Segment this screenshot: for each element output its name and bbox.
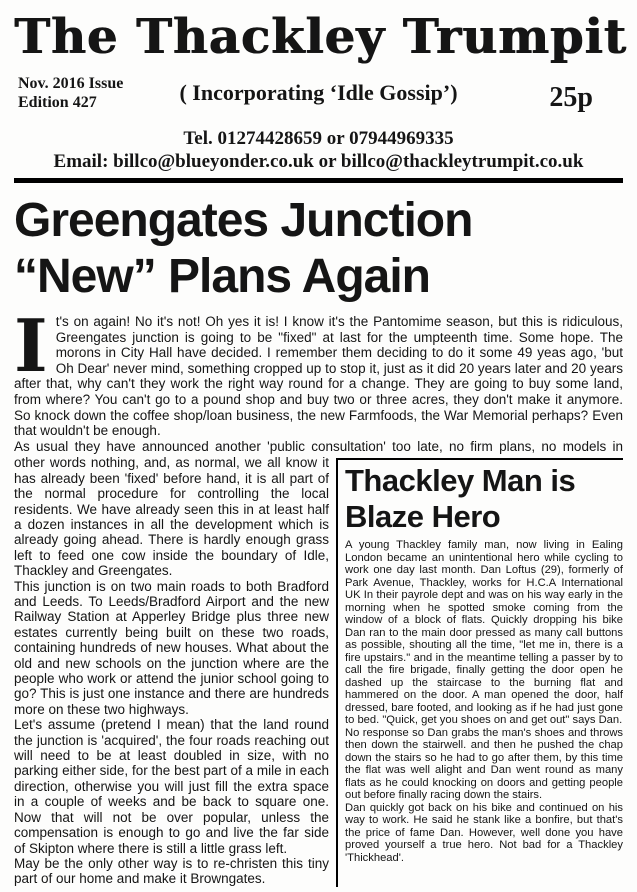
lead-bridge-line: As usual they have announced another 'public consultation' too late, no firm plans, no models in (14, 438, 623, 454)
header-rule-divider (14, 178, 623, 183)
drop-cap: I (14, 303, 48, 388)
lead-headline-line-2: “New” Plans Again (14, 250, 430, 303)
second-article-paragraph: No response so Dan grabs the man's shoes and throws then down the stairwell. and then he pushed the chap down the stairs so he had to go after them, by this time the flat was well alight and Dan went round as many flats as he could knocking on doors and getting people out before finally racing down the stairs. (345, 726, 623, 802)
second-article-paragraph: Dan quickly got back on his bike and continued on his way to work. He said he stank like a bonfire, but that's the price of fame Dan. However, well done you have proved yourself a true hero. Not bad for a Thackley 'Thickhead'. (345, 801, 623, 864)
issue-line-2: Edition 427 (18, 94, 97, 111)
issue-info (18, 74, 123, 112)
second-article-panel (336, 458, 623, 886)
second-article-headline (345, 463, 623, 535)
masthead-subtitle: ( Incorporating ‘Idle Gossip’) (179, 80, 458, 105)
second-article-paragraph: A young Thackley family man, now living in Ealing London became an unintentional hero while cycling to work one day last month. Dan Loftus (29), formerly of Park Avenue, Thackley, works for H.C.A International UK In their payrole dept and was on his way early in the morning when he spotted smoke coming from the window of a block of flats. Quickly dropping his bike Dan ran to the main door pressed as many call buttons as possible, shouting all the time, "let me in, there is a fire upstairs." and in the meantime telling a passer by to call the fire brigade, finally getting the door open he dashed up the staircase to the burning flat and hammered on the door. A man opened the door, half dressed, bare footed, and looking as if he had just gone to bed. "Quick, get you shoes on and get out" says Dan. (345, 539, 623, 727)
two-column-area (14, 455, 623, 886)
lead-article-paragraph: May be the only other way is to re-christen this tiny part of our home and make it Browngates. (14, 855, 329, 887)
lead-article-paragraph: Let's assume (pretend I mean) that the land round the junction is 'acquired', the four roads reaching out will need to be at least doubled in size, with no parking either side, for the best part of a mile in each direction, otherwise you will just fill the extra space in a couple of weeks and be back to square one. Now that will not be over popular, unless the compensation is enough to go and live the far side of Skipton where there is still a little grass left. (14, 717, 329, 856)
price-label: 25p (549, 82, 593, 113)
lead-article-paragraph: This junction is on two main roads to both Bradford and Leeds. To Leeds/Bradford Airport and the new Railway Station at Apperley Bridge plus three new estates currently being built on these two roads, containing hundreds of new houses. What about the old and new schools on the junction where are the people who work or attend the junior school going to go? This is just one instance and there are hundreds more on these two highways. (14, 578, 329, 717)
lead-article-paragraph: other words nothing, and, as normal, we all know it has already been 'fixed' before hand, it is all part of the normal procedure for controlling the local residents. We have already seen this in at least half a dozen instances in all the development which is already going ahead. There is hardly enough grass left to feed one cow inside the boundary of Idle, Thackley and Greengates. (14, 455, 329, 579)
second-headline-line-2: Blaze Hero (345, 499, 501, 535)
masthead-row (14, 70, 623, 122)
lead-intro-paragraph (14, 303, 623, 439)
issue-line-1: Nov. 2016 Issue (18, 75, 124, 92)
lead-headline-line-1: Greengates Junction (14, 194, 473, 247)
lead-headline (14, 193, 623, 305)
masthead-title: The Thackley Trumpit (14, 9, 627, 65)
lead-intro-text: t's on again! No it's not! Oh yes it is! I know it's the Pantomime season, but this is ridiculous, Greengates junction is going to be "fixed" at last for the umpteenth time. Some hope. The morons in City Hall have decided. I remember them deciding to do it some 49 yeas ago, 'but Oh Dear' never mind, something cropped up to stop it, just as it did 20 years later and 20 years after that, why can't they work the right way round for a change. They are going to buy some land, from where? You can't go to a pound shop and buy two or three acres, they don't make it anymore. So knock down the coffee shop/loan business, the new Farmfoods, the War Memorial perhaps? Even that wouldn't be enough. (14, 314, 623, 439)
telephone-line: Tel. 01274428659 or 07944969335 (183, 128, 454, 149)
email-line: Email: billco@blueyonder.co.uk or billco@thackleytrumpit.co.uk (53, 151, 584, 172)
lead-article-column (14, 455, 336, 886)
second-headline-line-1: Thackley Man is (345, 463, 576, 499)
